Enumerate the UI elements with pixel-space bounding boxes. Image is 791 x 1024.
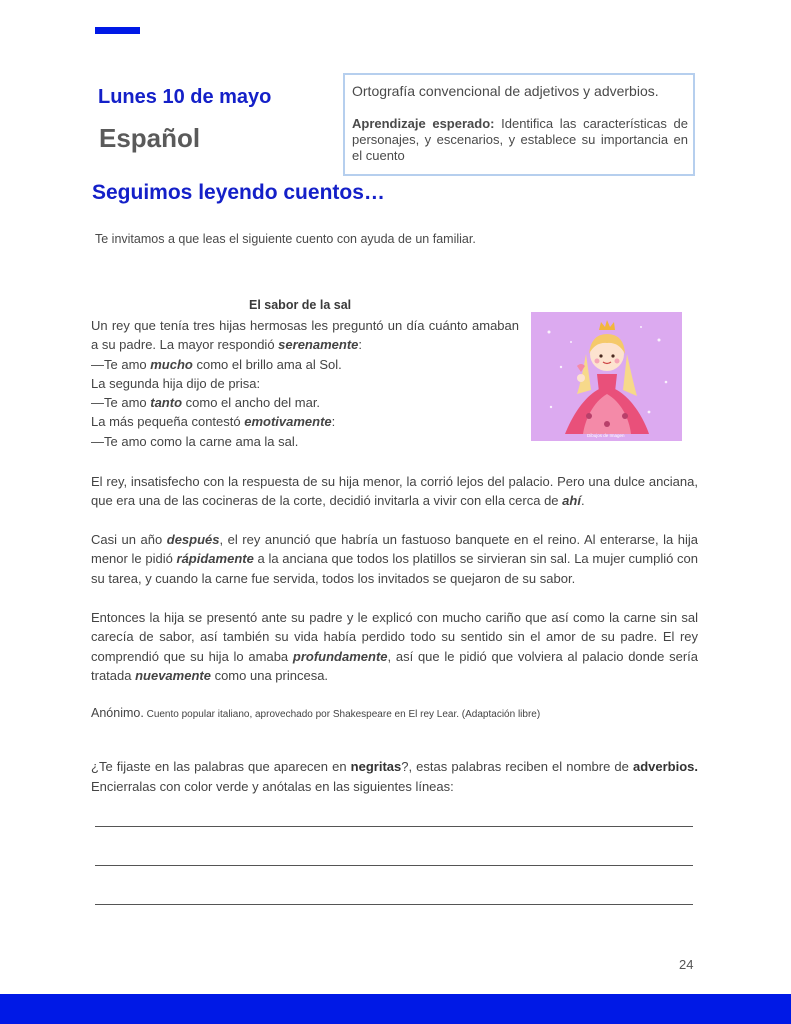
invitation-text: Te invitamos a que leas el siguiente cuento con ayuda de un familiar. bbox=[95, 232, 476, 246]
story-line: La más pequeña contestó emotivamente: bbox=[91, 414, 336, 430]
answer-line[interactable] bbox=[95, 826, 693, 827]
story-paragraph: Casi un año después, el rey anunció que habría un fastuoso banquete en el reino. Al enterarse, la hija menor le pidió rápidamente a la anciana que todos los platillos se sirvieran sin sal. La mujer cumplió con su tarea, y cuando la carne fue servida, todos los invitados se quejaron de su sabor. bbox=[91, 532, 698, 586]
story-line: La segunda hija dijo de prisa: bbox=[91, 375, 261, 391]
adverb: después bbox=[166, 532, 220, 547]
answer-line[interactable] bbox=[95, 904, 693, 905]
bottom-accent-bar bbox=[0, 994, 791, 1024]
princess-illustration bbox=[531, 312, 682, 441]
illustration-caption: Dibujos de Imagen bbox=[587, 433, 625, 438]
adverb: tanto bbox=[150, 395, 183, 411]
story-line: Un rey que tenía tres hijas hermosas les preguntó un día cuánto amaban a su padre. La mayor respondió serenamente: bbox=[91, 318, 519, 353]
expected-learning-text: Identifica las características de personajes, y escenarios, y establece su importancia en el cuento bbox=[352, 116, 688, 163]
story-line: —Te amo tanto como el ancho del mar. bbox=[91, 395, 321, 411]
story-paragraph: El rey, insatisfecho con la respuesta de su hija menor, la corrió lejos del palacio. Pero una dulce anciana, que era una de las cocineras de la corte, decidió invitarla a vivir con ella cerca de ahí. bbox=[91, 474, 698, 509]
objective-title: Ortografía convencional de adjetivos y adverbios. bbox=[352, 83, 659, 99]
adverb: mucho bbox=[150, 356, 193, 372]
lesson-date: Lunes 10 de mayo bbox=[98, 86, 272, 108]
source-author: Anónimo. bbox=[91, 706, 144, 720]
objective-box bbox=[343, 73, 695, 176]
top-accent-bar bbox=[95, 27, 140, 34]
page-number: 24 bbox=[679, 957, 694, 972]
story-line: —Te amo como la carne ama la sal. bbox=[91, 433, 299, 449]
adverb: serenamente bbox=[278, 337, 359, 353]
activity-question: ¿Te fijaste en las palabras que aparecen en negritas?, estas palabras reciben el nombre de adverbios. Encierralas con color verde y anótalas en las siguientes líneas: bbox=[91, 759, 698, 794]
adverb: ahí bbox=[562, 493, 581, 509]
story-line: —Te amo mucho como el brillo ama al Sol. bbox=[91, 356, 342, 372]
story-dialogue bbox=[91, 316, 519, 451]
adverb: emotivamente bbox=[244, 414, 332, 430]
story-source bbox=[91, 706, 540, 720]
adverb: profundamente bbox=[292, 648, 388, 664]
story-paragraph: Entonces la hija se presentó ante su padre y le explicó con mucho cariño que así como la carne sin sal carecía de sabor, así también su vida había perdido todo su sentido sin el amor de su padre. El rey comprendió que su hija lo amaba profundamente, así que le pidió que volviera al palacio donde sería tratada nuevamente como una princesa. bbox=[91, 610, 698, 683]
story-title: El sabor de la sal bbox=[249, 298, 352, 312]
subject-title: Español bbox=[99, 123, 201, 153]
adverb: rápidamente bbox=[176, 551, 254, 567]
expected-learning bbox=[352, 116, 688, 164]
adverb: nuevamente bbox=[135, 667, 211, 683]
source-note: Cuento popular italiano, aprovechado por Shakespeare en El rey Lear. (Adaptación libre) bbox=[143, 709, 541, 720]
expected-learning-label: Aprendizaje esperado: bbox=[352, 116, 495, 131]
answer-line[interactable] bbox=[95, 865, 693, 866]
section-title: Seguimos leyendo cuentos… bbox=[92, 181, 385, 204]
